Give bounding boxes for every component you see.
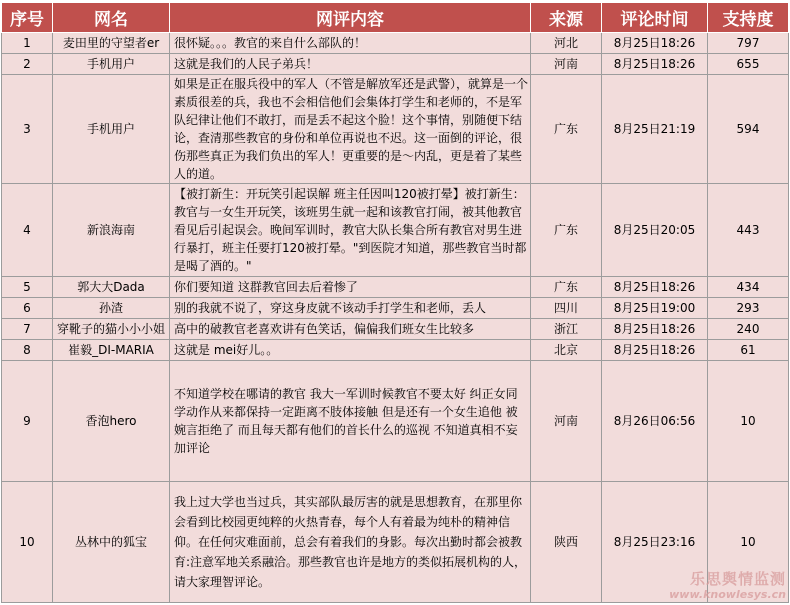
cell-comment: 这就是 mei好儿。。 [170,340,531,361]
header-comment: 网评内容 [170,3,531,33]
watermark [669,571,786,603]
cell-name: 孙渣 [53,298,170,319]
cell-index: 4 [2,184,53,277]
cell-support: 10 [708,482,789,603]
cell-name: 郭大大Dada [53,277,170,298]
cell-time: 8月25日23:16 [602,482,708,603]
cell-support: 655 [708,54,789,75]
watermark-url: www.knowlesys.cn [669,588,786,601]
cell-name: 手机用户 [53,54,170,75]
cell-comment: 我上过大学也当过兵，其实部队最厉害的就是思想教育，在那里你会看到比校园更纯粹的火热青春，每个人有着最为纯朴的精神信仰。在任何灾难面前，总会有着我们的身影。每次出勤时都会被教育:注意军地关系融洽。那些教官也许是地方的类似拓展机构的人，请大家理智评论。 [170,482,531,603]
cell-comment: 高中的破教官老喜欢讲有色笑话，偏偏我们班女生比较多 [170,319,531,340]
cell-source: 广东 [531,277,602,298]
cell-support: 594 [708,75,789,184]
cell-source: 广东 [531,75,602,184]
watermark-title: 乐思舆情监测 [689,570,786,588]
table-row [2,54,789,75]
cell-support: 61 [708,340,789,361]
cell-time: 8月25日19:00 [602,298,708,319]
cell-name: 香泡hero [53,361,170,482]
cell-name: 丛林中的狐宝 [53,482,170,603]
table-row [2,184,789,277]
cell-source: 陕西 [531,482,602,603]
comments-table [1,2,789,603]
cell-source: 河南 [531,54,602,75]
header-time: 评论时间 [602,3,708,33]
table-row [2,277,789,298]
cell-name: 手机用户 [53,75,170,184]
cell-source: 四川 [531,298,602,319]
cell-index: 3 [2,75,53,184]
cell-comment: 别的我就不说了，穿这身皮就不该动手打学生和老师，丢人 [170,298,531,319]
cell-support: 434 [708,277,789,298]
cell-index: 5 [2,277,53,298]
cell-comment: 你们要知道 这群教官回去后着惨了 [170,277,531,298]
cell-time: 8月25日18:26 [602,54,708,75]
cell-support: 10 [708,361,789,482]
cell-source: 河北 [531,33,602,54]
cell-support: 443 [708,184,789,277]
table-row [2,340,789,361]
cell-time: 8月26日06:56 [602,361,708,482]
cell-index: 9 [2,361,53,482]
header-name: 网名 [53,3,170,33]
header-source: 来源 [531,3,602,33]
table-row [2,298,789,319]
cell-comment: 很怀疑。。。教官的来自什么部队的！ [170,33,531,54]
cell-index: 8 [2,340,53,361]
cell-name: 麦田里的守望者er [53,33,170,54]
cell-time: 8月25日18:26 [602,33,708,54]
cell-source: 北京 [531,340,602,361]
cell-comment: 如果是正在服兵役中的军人（不管是解放军还是武警），就算是一个素质很差的兵，我也不会相信他们会集体打学生和老师的，不是军队纪律让他们不敢打，而是丢不起这个脸！这个事情，别随便下结论，查清那些教官的身份和单位再说也不迟。这一面倒的评论，很伤那些真正为我们负出的军人！更重要的是～内乱，更是着了某些人的道。 [170,75,531,184]
cell-comment: 不知道学校在哪请的教官 我大一军训时候教官不要太好 纠正女同学动作从来都保持一定距离不肢体接触 但是还有一个女生追他 被婉言拒绝了 而且每天都有他们的首长什么的巡视 不知道真相不妄加评论 [170,361,531,482]
header-support: 支持度 [708,3,789,33]
cell-time: 8月25日20:05 [602,184,708,277]
cell-time: 8月25日21:19 [602,75,708,184]
cell-index: 2 [2,54,53,75]
header-index: 序号 [2,3,53,33]
table-row [2,33,789,54]
cell-source: 浙江 [531,319,602,340]
cell-support: 293 [708,298,789,319]
table-row [2,75,789,184]
cell-support: 797 [708,33,789,54]
cell-name: 穿靴子的猫小小小姐 [53,319,170,340]
table-row [2,319,789,340]
cell-support: 240 [708,319,789,340]
table-row [2,361,789,482]
header-row [2,3,789,33]
cell-comment: 【被打新生：开玩笑引起误解 班主任因叫120被打晕】被打新生：教官与一女生开玩笑，该班男生就一起和该教官打闹，被其他教官看见后引起误会。晚间军训时，教官大队长集合所有教官对男生进行暴打，班主任要打120被打晕。"到医院才知道，那些教官当时都是喝了酒的。" [170,184,531,277]
cell-index: 1 [2,33,53,54]
cell-time: 8月25日18:26 [602,340,708,361]
cell-index: 10 [2,482,53,603]
cell-index: 7 [2,319,53,340]
cell-source: 广东 [531,184,602,277]
cell-index: 6 [2,298,53,319]
cell-name: 新浪海南 [53,184,170,277]
cell-comment: 这就是我们的人民子弟兵！ [170,54,531,75]
cell-source: 河南 [531,361,602,482]
cell-time: 8月25日18:26 [602,277,708,298]
cell-time: 8月25日18:26 [602,319,708,340]
cell-name: 崔毅_DI-MARIA [53,340,170,361]
